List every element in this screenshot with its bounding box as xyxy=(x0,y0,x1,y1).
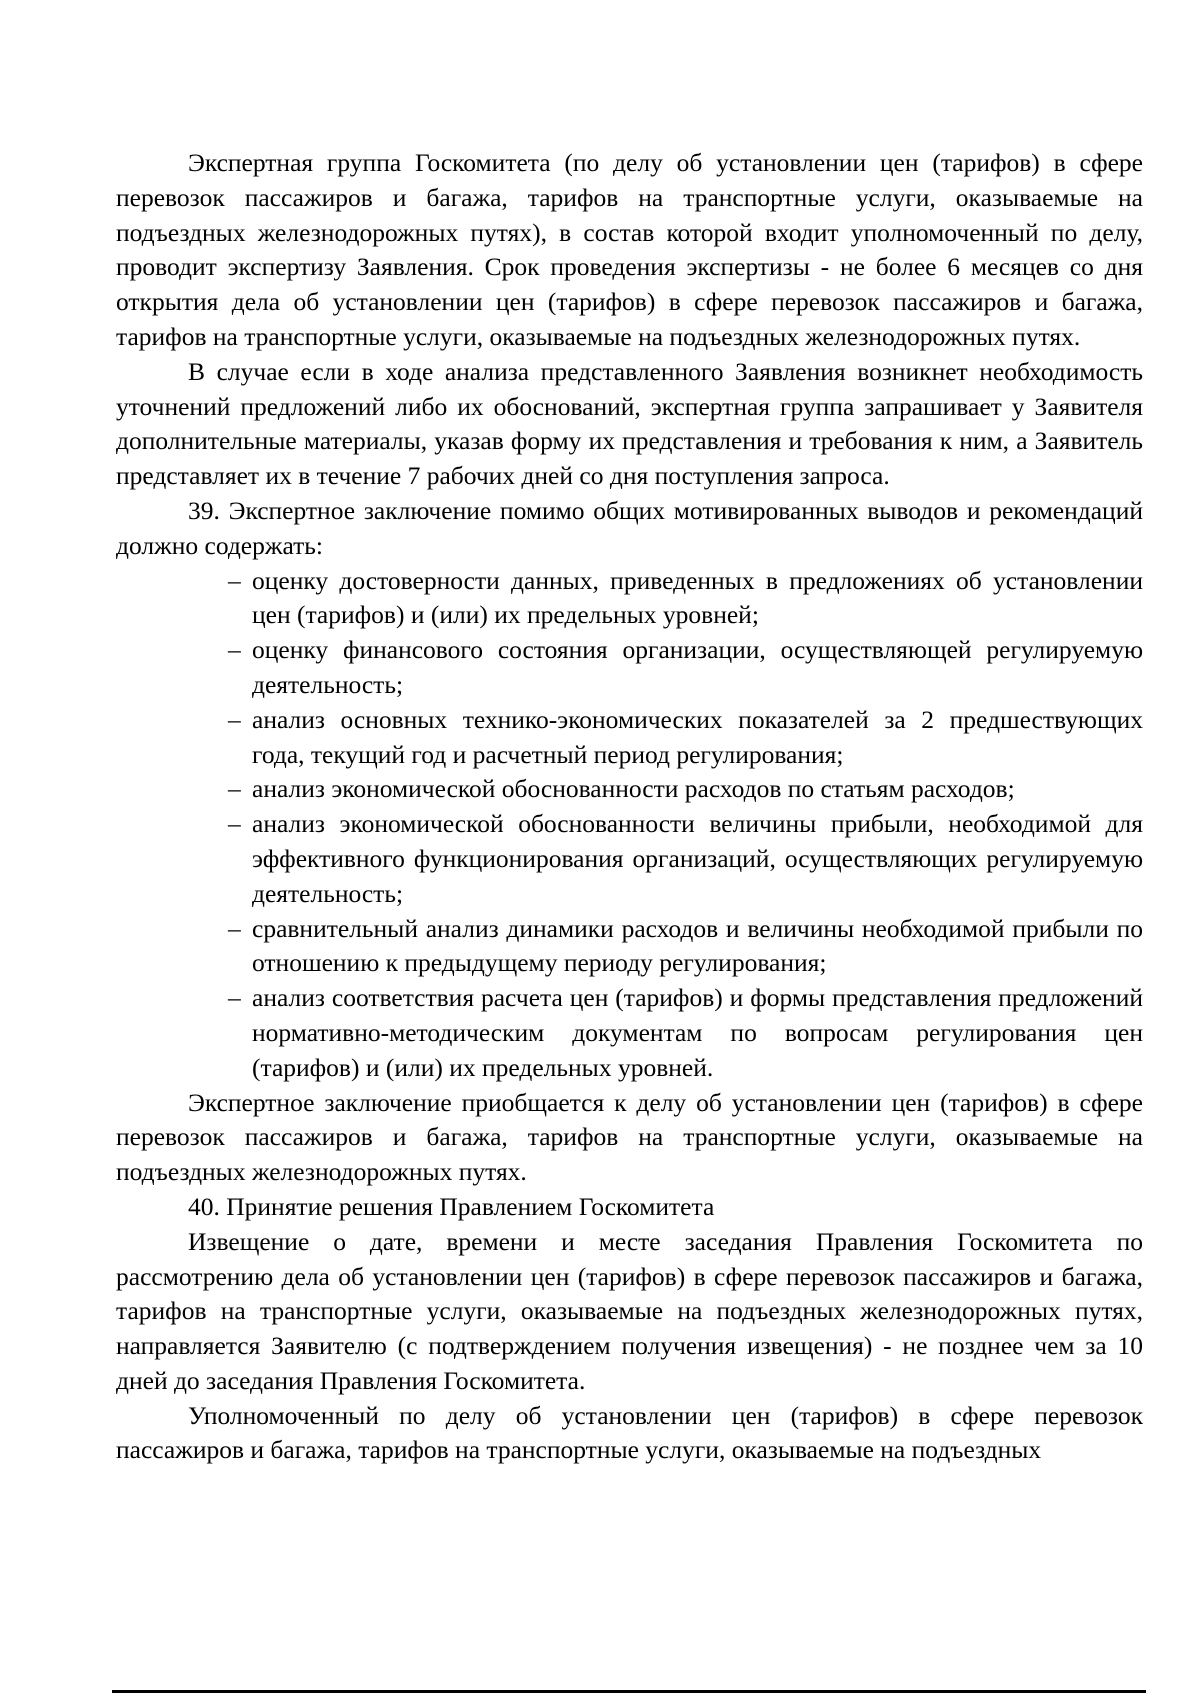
expert-conclusion-contents-list xyxy=(116,564,1143,1086)
list-item xyxy=(228,633,1143,703)
paragraph-39-intro: 39. Экспертное заключение помимо общих мотивированных выводов и рекомендаций должно содержать: xyxy=(116,495,1143,560)
list-item-text: сравнительный анализ динамики расходов и величины необходимой прибыли по отношению к предыдущему периоду регулирования; xyxy=(252,913,1143,978)
paragraph-meeting-notice: Извещение о дате, времени и месте заседания Правления Госкомитета по рассмотрению дела об установлении цен (тарифов) в сфере перевозок пассажиров и багажа, тарифов на транспортные услуги, оказываемые на подъездных железнодорожных путях, направляется Заявителю (с подтверждением получения извещения) - не позднее чем за 10 дней до заседания Правления Госкомитета. xyxy=(116,1226,1143,1395)
list-item-text: оценку финансового состояния организации, осуществляющей регулируемую деятельность; xyxy=(252,635,1143,699)
list-dash-marker: – xyxy=(228,635,241,665)
list-item xyxy=(228,703,1143,773)
paragraph-authorized-person: Уполномоченный по делу об установлении цен (тарифов) в сфере перевозок пассажиров и багажа, тарифов на транспортные услуги, оказываемые на подъездных xyxy=(116,1400,1143,1465)
paragraph-conclusion-attached: Экспертное заключение приобщается к делу об установлении цен (тарифов) в сфере перевозок пассажиров и багажа, тарифов на транспортные услуги, оказываемые на подъездных железнодорожных путях. xyxy=(116,1087,1143,1187)
page-bottom-rule xyxy=(112,1690,1146,1693)
list-dash-marker: – xyxy=(228,809,241,839)
list-item xyxy=(228,772,1143,807)
list-dash-marker: – xyxy=(228,565,241,595)
list-dash-marker: – xyxy=(228,774,241,804)
list-item xyxy=(228,807,1143,911)
list-item xyxy=(228,564,1143,634)
list-dash-marker: – xyxy=(228,704,241,734)
list-dash-marker: – xyxy=(228,913,241,943)
list-item xyxy=(228,981,1143,1085)
document-page xyxy=(116,146,1143,1468)
list-item xyxy=(228,912,1143,982)
list-dash-marker: – xyxy=(228,983,241,1013)
list-item-text: анализ экономической обоснованности расходов по статьям расходов; xyxy=(252,774,1015,804)
list-item-text: анализ экономической обоснованности величины прибыли, необходимой для эффективного функционирования организаций, осуществляющих регулируемую деятельность; xyxy=(252,809,1143,908)
list-item-text: анализ соответствия расчета цен (тарифов) и формы представления предложений нормативно-методическим документам по вопросам регулирования цен (тарифов) и (или) их предельных уровней. xyxy=(252,983,1143,1082)
section-40-heading: 40. Принятие решения Правлением Госкомитета xyxy=(188,1191,715,1221)
list-item-text: оценку достоверности данных, приведенных в предложениях об установлении цен (тарифов) и (или) их предельных уровней; xyxy=(252,565,1143,630)
paragraph-expert-group: Экспертная группа Госкомитета (по делу об установлении цен (тарифов) в сфере перевозок пассажиров и багажа, тарифов на транспортные услуги, оказываемые на подъездных железнодорожных путях), в состав которой входит уполномоченный по делу, проводит экспертизу Заявления. Срок проведения экспертизы - не более 6 месяцев со дня открытия дела об установлении цен (тарифов) в сфере перевозок пассажиров и багажа, тарифов на транспортные услуги, оказываемые на подъездных железнодорожных путях. xyxy=(116,148,1143,351)
list-item-text: анализ основных технико-экономических показателей за 2 предшествующих года, текущий год и расчетный период регулирования; xyxy=(252,704,1143,769)
paragraph-clarification-request: В случае если в ходе анализа представленного Заявления возникнет необходимость уточнений предложений либо их обоснований, экспертная группа запрашивает у Заявителя дополнительные материалы, указав форму их представления и требования к ним, а Заявитель представляет их в течение 7 рабочих дней со дня поступления запроса. xyxy=(116,356,1143,491)
